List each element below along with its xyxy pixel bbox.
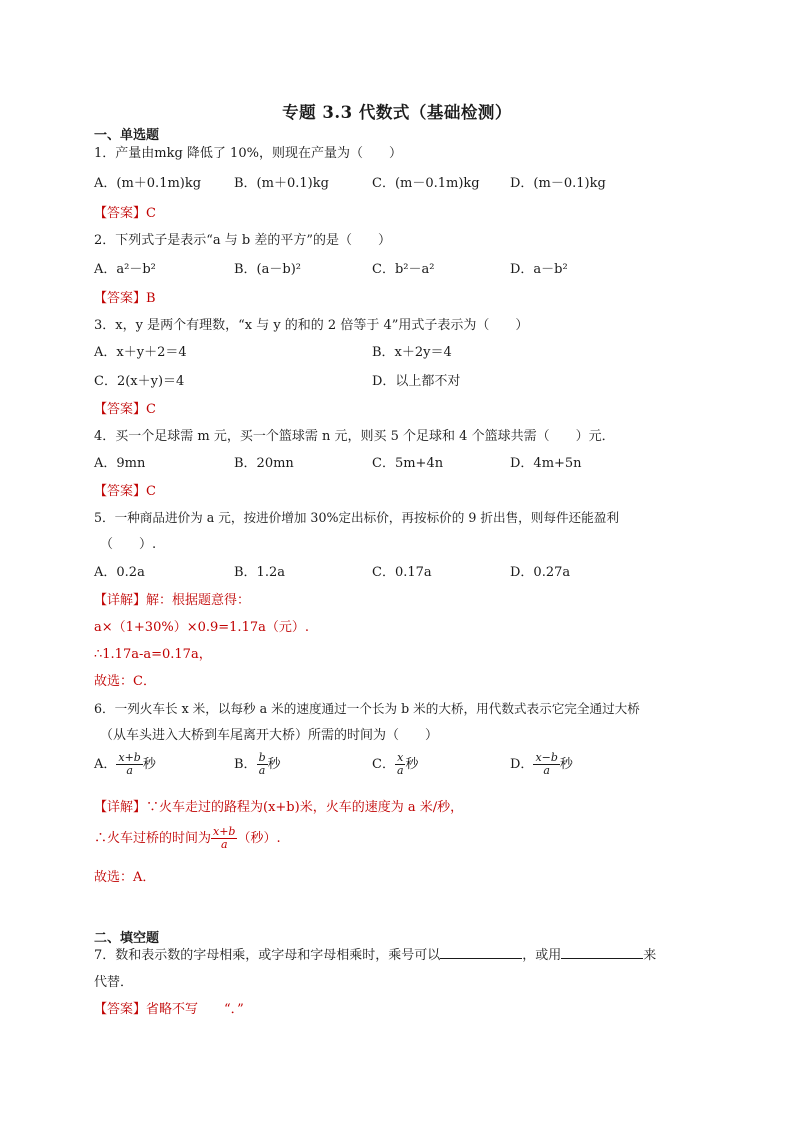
question-6-stem-line-2: （从车头进入大桥到车尾离开大桥）所需的时间为（ ） xyxy=(100,728,439,743)
question-4-option-c: C．5m+4n xyxy=(372,456,444,471)
question-2-option-a: A．a²－b² xyxy=(94,262,156,277)
question-6-detail-line-2: ∴火车过桥的时间为 $\frac{x+b}{a}$ （秒）. xyxy=(94,825,281,851)
question-5-option-b: B．1.2a xyxy=(234,565,285,580)
question-3-option-a: A．x＋y＋2＝4 xyxy=(94,345,187,360)
question-1-option-b: B．(m＋0.1)kg xyxy=(234,176,329,191)
question-6-option-a: A． $\frac{x+b}{a}$ 秒 xyxy=(94,751,156,777)
question-1-option-c: C．(m－0.1m)kg xyxy=(372,176,480,191)
question-5-detail-line-2: ∴1.17a-a=0.17a， xyxy=(94,647,212,662)
question-7-answer-label: 【答案】 xyxy=(94,1002,147,1017)
question-7-answer xyxy=(94,998,244,1017)
question-6-detail-label: 【详解】 xyxy=(94,800,147,815)
question-4-option-d: D．4m+5n xyxy=(510,456,582,471)
question-5-conclusion: 故选：C． xyxy=(94,674,156,689)
answer-blank-1 xyxy=(440,946,522,959)
question-2-option-b: B．(a－b)² xyxy=(234,262,301,277)
question-6-stem-line-1: 6．一列火车长 x 米，以每秒 a 米的速度通过一个长为 b 米的大桥，用代数式表示它完全通过大桥 xyxy=(94,701,640,716)
section-heading-single-choice: 一、单选题 xyxy=(94,128,160,143)
question-1-stem: 1．产量由mkg 降低了 10%，则现在产量为（ ） xyxy=(94,146,402,161)
question-1-answer: 【答案】C xyxy=(94,206,156,221)
question-6-conclusion: 故选：A． xyxy=(94,870,156,885)
fraction: $\frac{x}{a}$ xyxy=(396,751,404,777)
question-5-stem-line-1: 5．一种商品进价为 a 元，按进价增加 30%定出标价，再按标价的 9 折出售，则每件还能盈利 xyxy=(94,510,619,525)
question-5-option-d: D．0.27a xyxy=(510,565,571,580)
question-5-detail-line-1: a×（1+30%）×0.9=1.17a（元）. xyxy=(94,620,309,635)
fraction: $\frac{x+b}{a}$ xyxy=(118,751,141,777)
question-3-answer: 【答案】C xyxy=(94,402,156,417)
question-5-stem-line-2: （ ）. xyxy=(100,537,157,552)
question-5-detail xyxy=(94,589,250,608)
fraction: $\frac{b}{a}$ xyxy=(258,751,266,777)
question-2-option-d: D．a－b² xyxy=(510,262,568,277)
question-5-detail-label: 【详解】 xyxy=(94,593,147,608)
question-1-option-a: A．(m＋0.1m)kg xyxy=(94,176,202,191)
question-3-stem: 3．x，y 是两个有理数，“x 与 y 的和的 2 倍等于 4”用式子表示为（ ） xyxy=(94,318,529,333)
fraction: $\frac{x-b}{a}$ xyxy=(535,751,558,777)
question-4-answer: 【答案】C xyxy=(94,484,156,499)
question-6-option-c: C． $\frac{x}{a}$ 秒 xyxy=(372,751,419,777)
question-1-option-d: D．(m－0.1)kg xyxy=(510,176,606,191)
question-4-option-a: A．9mn xyxy=(94,456,146,471)
question-3-option-d: D．以上都不对 xyxy=(372,374,461,389)
page-title: 专题 3.3 代数式（基础检测） xyxy=(282,103,512,122)
question-6-detail xyxy=(94,796,463,815)
question-2-answer: 【答案】B xyxy=(94,291,156,306)
question-6-option-d: D． $\frac{x-b}{a}$ 秒 xyxy=(510,751,573,777)
answer-blank-2 xyxy=(561,946,643,959)
question-7-stem-line-2: 代替． xyxy=(94,975,134,990)
question-7-answer-text: 省略不写 “．” xyxy=(146,1002,244,1017)
section-heading-fill-blank: 二、填空题 xyxy=(94,931,160,946)
question-4-option-b: B．20mn xyxy=(234,456,294,471)
question-5-option-a: A．0.2a xyxy=(94,565,145,580)
question-4-stem: 4．买一个足球需 m 元，买一个篮球需 n 元，则买 5 个足球和 4 个篮球共需（ ）元． xyxy=(94,429,615,444)
question-6-option-b: B． $\frac{b}{a}$ 秒 xyxy=(234,751,281,777)
question-7-stem: 7．数和表示数的字母相乘，或字母和字母相乘时，乘号可以 ，或用 来 xyxy=(94,948,657,963)
question-3-option-b: B．x＋2y＝4 xyxy=(372,345,452,360)
question-5-option-c: C．0.17a xyxy=(372,565,432,580)
question-3-option-c: C．2(x＋y)＝4 xyxy=(94,374,185,389)
question-2-option-c: C．b²－a² xyxy=(372,262,435,277)
fraction: $\frac{x+b}{a}$ xyxy=(213,825,236,851)
question-2-stem: 2．下列式子是表示“a 与 b 差的平方”的是（ ） xyxy=(94,233,392,248)
question-5-detail-text: 解：根据题意得： xyxy=(146,593,251,608)
question-6-detail-text: ∵火车走过的路程为(x+b)米，火车的速度为 a 米/秒， xyxy=(146,800,464,815)
